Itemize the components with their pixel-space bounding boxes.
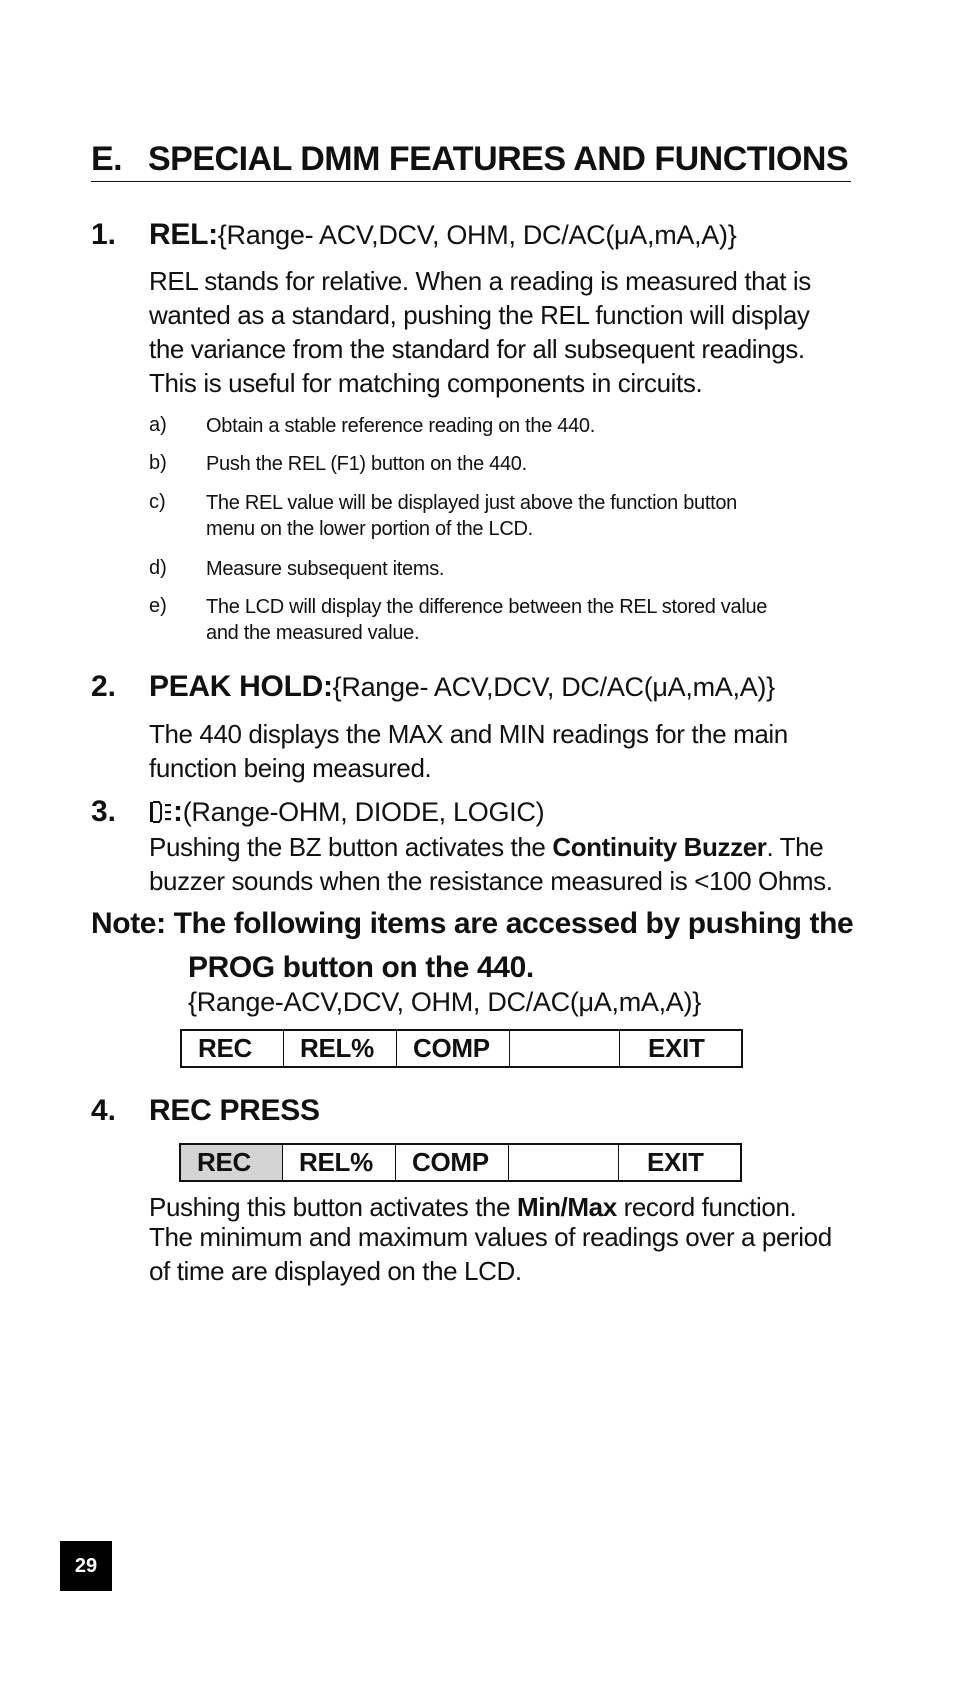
- item-2-paragraph: [149, 717, 788, 785]
- function-menu-bar-rec-selected: [179, 1143, 742, 1182]
- menu-comp-button[interactable]: COMP: [397, 1031, 510, 1066]
- paragraph-line: of time are displayed on the LCD.: [149, 1256, 522, 1286]
- item-4-paragraph-line-1: [149, 1193, 796, 1221]
- item-1-paragraph: [149, 264, 811, 400]
- step-line: Obtain a stable reference reading on the 440.: [206, 415, 596, 437]
- menu-rec-button-selected[interactable]: REC: [181, 1145, 283, 1180]
- note-line-2: PROG button on the 440.: [188, 951, 534, 984]
- item-3-paragraph: [149, 830, 833, 898]
- continuity-buzzer-term: Continuity Buzzer: [552, 832, 767, 862]
- item-4-heading: REC PRESS: [149, 1094, 320, 1127]
- item-3-range: (Range-OHM, DIODE, LOGIC): [182, 797, 545, 827]
- step-d-label: d): [149, 557, 167, 579]
- item-3-number: 3.: [91, 795, 117, 828]
- item-1-range: {Range- ACV,DCV, OHM, DC/AC(μA,mA,A)}: [217, 220, 737, 250]
- paragraph-line: The 440 displays the MAX and MIN readings for the main: [149, 719, 788, 749]
- section-letter: E.: [91, 140, 123, 178]
- menu-comp-button[interactable]: COMP: [396, 1145, 509, 1180]
- item-4-number: 4.: [91, 1094, 117, 1127]
- menu-exit-button[interactable]: EXIT: [647, 1147, 704, 1177]
- menu-rel-percent-button[interactable]: REL%: [283, 1145, 396, 1180]
- step-c-text: [206, 490, 737, 542]
- step-a-text: [206, 413, 595, 439]
- step-line: and the measured value.: [206, 622, 420, 644]
- step-c-label: c): [149, 491, 166, 513]
- paragraph-line: [149, 830, 833, 864]
- item-1-heading: REL:: [149, 218, 218, 251]
- item-3-colon: :: [173, 795, 183, 828]
- paragraph-line: function being measured.: [149, 753, 432, 783]
- paragraph-line: the variance from the standard for all subsequent readings.: [149, 334, 805, 364]
- menu-empty-button[interactable]: [510, 1031, 620, 1066]
- note-line-1: Note: The following items are accessed by pushing the: [91, 907, 854, 940]
- step-b-text: [206, 451, 527, 477]
- item-2-range: {Range- ACV,DCV, DC/AC(μA,mA,A)}: [332, 672, 775, 702]
- item-1-heading-row: [149, 218, 736, 252]
- menu-empty-button[interactable]: [509, 1145, 619, 1180]
- buzzer-icon: [149, 799, 173, 830]
- note-range: {Range-ACV,DCV, OHM, DC/AC(μA,mA,A)}: [188, 987, 701, 1017]
- step-line: Measure subsequent items.: [206, 558, 445, 580]
- step-e-text: [206, 594, 767, 646]
- paragraph-line: buzzer sounds when the resistance measured is <100 Ohms.: [149, 866, 833, 896]
- menu-exit-button[interactable]: EXIT: [648, 1033, 705, 1063]
- page-number: 29: [74, 1554, 98, 1577]
- function-menu-bar: [180, 1029, 743, 1068]
- text-segment: . The: [766, 832, 824, 862]
- paragraph-line: wanted as a standard, pushing the REL function will display: [149, 300, 810, 330]
- step-d-text: [206, 556, 444, 582]
- paragraph-line: REL stands for relative. When a reading is measured that is: [149, 266, 811, 296]
- item-2-heading: PEAK HOLD:: [149, 670, 333, 703]
- step-line: The REL value will be displayed just above the function button: [206, 492, 738, 514]
- step-line: menu on the lower portion of the LCD.: [206, 518, 533, 540]
- paragraph-line: This is useful for matching components in circuits.: [149, 368, 703, 398]
- item-2-number: 2.: [91, 670, 117, 703]
- paragraph-line: The minimum and maximum values of readings over a period: [149, 1222, 832, 1252]
- step-b-label: b): [149, 452, 167, 474]
- section-title: [91, 140, 851, 182]
- page-number-badge: [60, 1541, 112, 1591]
- step-line: The LCD will display the difference between the REL stored value: [206, 596, 768, 618]
- item-3-heading-row: [149, 795, 544, 830]
- min-max-term: Min/Max: [516, 1192, 617, 1222]
- step-a-label: a): [149, 414, 167, 436]
- menu-rel-percent-button[interactable]: REL%: [284, 1031, 397, 1066]
- step-e-label: e): [149, 595, 167, 617]
- section-title-text: SPECIAL DMM FEATURES AND FUNCTIONS: [148, 140, 849, 178]
- item-1-number: 1.: [91, 218, 117, 251]
- menu-rec-button[interactable]: REC: [182, 1031, 284, 1066]
- text-segment: Pushing this button activates the: [149, 1192, 517, 1222]
- item-2-heading-row: [149, 670, 775, 704]
- step-line: Push the REL (F1) button on the 440.: [206, 453, 527, 475]
- text-segment: record function.: [616, 1192, 797, 1222]
- text-segment: Pushing the BZ button activates the: [149, 832, 553, 862]
- item-4-paragraph-rest: [149, 1220, 832, 1288]
